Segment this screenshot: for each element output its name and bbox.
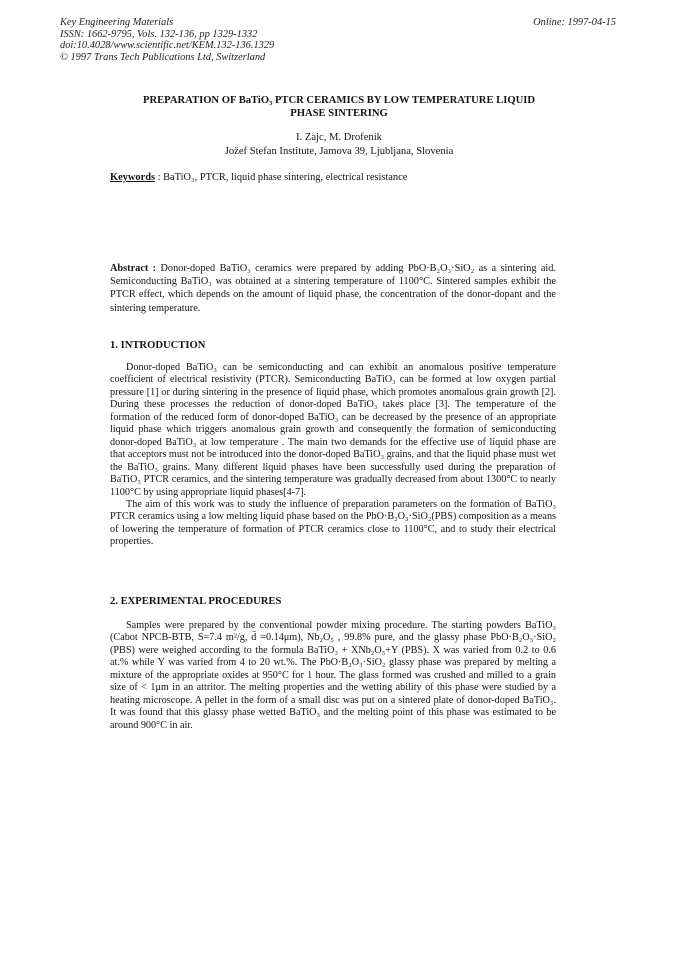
journal-name: Key Engineering Materials <box>60 17 174 28</box>
keywords-text: : BaTiO₃, PTCR, liquid phase sintering, electrical resistance <box>157 172 408 183</box>
keywords-label: Keywords <box>110 172 156 183</box>
author-block <box>108 131 570 159</box>
authors: I. Zajc, M. Drofenik <box>296 132 382 143</box>
abstract-label: Abstract : <box>110 263 157 274</box>
affiliation: Jožef Stefan Institute, Jamova 39, Ljubljana, Slovenia <box>224 145 454 157</box>
experimental-body <box>110 620 556 732</box>
journal-header <box>60 17 274 63</box>
abstract-text: Donor-doped BaTiO₃ ceramics were prepared by adding PbO·B₂O₃·SiO₂ as a sintering aid. Semiconducting BaTiO₃ was obtained at a sintering temperature of 1100°C. Sintered samples exhibit the PTCR effect, which depends on the amount of liquid phase, the concentration of the donor-dopant and the sintering temperature. <box>110 263 557 314</box>
section-heading-introduction: 1. INTRODUCTION <box>110 340 206 351</box>
online-date: Online: 1997-04-15 <box>533 17 616 28</box>
introduction-body <box>110 362 556 549</box>
abstract <box>110 262 556 315</box>
title-line-1: PREPARATION OF BaTiO₃ PTCR CERAMICS BY LOW TEMPERATURE LIQUID <box>142 95 536 106</box>
issn-line: ISSN: 1662-9795, Vols. 132-136, pp 1329-1332 <box>60 28 258 40</box>
paper-title <box>108 95 570 120</box>
doi-line: doi:10.4028/www.scientific.net/KEM.132-136.1329 <box>60 40 275 52</box>
paragraph: Samples were prepared by the conventional powder mixing procedure. The starting powders BaTiO₃ (Cabot NPCB-BTB, S=7.4 m²/g, d̄ =0.14μm), Nb₂O₅ , 99.8% pure, and the glassy phase PbO·B₂O₃·SiO₂ (PBS) were weighed according to the formula BaTiO₃ + XNb₂O₅+Y (PBS). X was varied from 0.2 to 0.6 at.% while Y was varied from 4 to 20 wt.%. The PbO·B₂O₃·SiO₂ glassy phase was prepared by melting a mixture of the appropriate oxides at 950°C for 1 hour. The glass formed was crushed and milled to a grain size of < 1μm in an attritor. The melting properties and the wetting ability of this phase were studied by a heating microscope. A pellet in the form of a small disc was put on a sintered plate of donor-doped BaTiO₃. It was found that this glassy phase wetted BaTiO₃ and the melting point of this phase was estimated to be around 900°C in air. <box>110 620 556 731</box>
keywords-line <box>110 172 407 183</box>
paragraph: Donor-doped BaTiO₃ can be semiconducting and can exhibit an anomalous positive temperature coefficient of electrical resistivity (PTCR). Semiconducting BaTiO₃ can be formed at low oxygen partial pressure [1] or during sintering in the presence of liquid phase, which promotes anomalous grain growth [2]. During these processes the reduction of donor-doped BaTiO₃ takes place [3]. The temperature of the formation of the reduced form of donor-doped BaTiO₃ can be decreased by the presence of an appropriate liquid phase which triggers anomalous grain growth and consequently the formation of semiconducting donor-doped BaTiO₃ at low temperature . The main two demands for the effective use of liquid phase are that acceptors must not be introduced into the donor-doped BaTiO₃ grains, and that the liquid phase must wet the BaTiO₃ grains. Many different liquid phases have been successfully used during the preparation of BaTiO₃ PTCR ceramics, and the sintering temperature was gradually decreased from about 1300°C to nearly 1100°C by using appropriate liquid phases[4-7]. <box>110 362 556 498</box>
title-line-2: PHASE SINTERING <box>290 107 388 119</box>
copyright-line: © 1997 Trans Tech Publications Ltd, Switzerland <box>60 51 266 63</box>
paragraph: The aim of this work was to study the influence of preparation parameters on the formation of BaTiO₃ PTCR ceramics using a low melting liquid phase based on the PbO·B₂O₃·SiO₂(PBS) composition as a means of lowering the temperature of formation of PTCR ceramics close to 1100°C, and to study their electrical properties. <box>110 498 556 548</box>
section-heading-experimental: 2. EXPERIMENTAL PROCEDURES <box>110 596 282 607</box>
